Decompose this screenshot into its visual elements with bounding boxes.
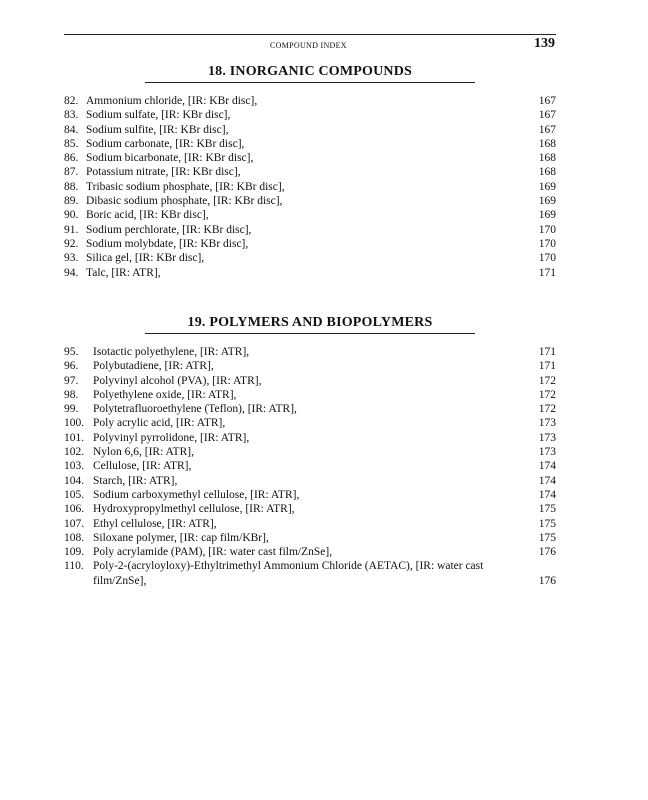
index-entry	[64, 108, 556, 122]
entry-number: 107.	[64, 517, 85, 530]
entry-page: 170	[538, 237, 556, 250]
entry-text: Starch, [IR: ATR],	[93, 474, 178, 487]
index-entry	[64, 94, 556, 108]
entry-number: 92.	[64, 237, 79, 250]
index-entry	[64, 416, 556, 430]
entry-number: 82.	[64, 95, 79, 107]
page-number: 139	[534, 36, 555, 51]
entry-text: Talc, [IR: ATR],	[86, 266, 161, 279]
entry-number: 103.	[64, 460, 85, 473]
entry-text: Sodium carbonate, [IR: KBr disc],	[86, 137, 245, 150]
entry-page: 173	[538, 431, 556, 444]
entry-text: Polyvinyl alcohol (PVA), [IR: ATR],	[93, 374, 262, 387]
entry-page: 172	[538, 388, 556, 401]
entry-page: 174	[538, 460, 556, 473]
entry-page: 173	[538, 446, 556, 459]
entry-page: 170	[538, 252, 556, 265]
entry-text: Hydroxypropylmethyl cellulose, [IR: ATR],	[93, 503, 295, 516]
index-entry	[64, 165, 556, 179]
entry-number: 104.	[64, 474, 85, 487]
entry-page: 172	[538, 374, 556, 387]
entry-page: 171	[538, 360, 556, 373]
entry-text: Potassium nitrate, [IR: KBr disc],	[86, 166, 241, 179]
entry-number: 90.	[64, 209, 79, 222]
index-entry	[64, 251, 556, 265]
entry-text: Polyvinyl pyrrolidone, [IR: ATR],	[93, 431, 250, 444]
entry-text: Isotactic polyethylene, [IR: ATR],	[93, 346, 250, 358]
entry-number: 110.	[64, 560, 84, 573]
entry-number: 102.	[64, 446, 85, 459]
index-entry	[64, 180, 556, 194]
entry-text: Polyethylene oxide, [IR: ATR],	[93, 388, 237, 401]
entry-page: 167	[538, 95, 556, 107]
header-rule	[64, 34, 556, 35]
entry-number: 83.	[64, 109, 79, 122]
section-title-polymers: 19. POLYMERS AND BIOPOLYMERS	[187, 315, 433, 330]
entry-text: Nylon 6,6, [IR: ATR],	[93, 446, 194, 459]
index-entry	[64, 208, 556, 222]
entry-text: Silica gel, [IR: KBr disc],	[86, 252, 205, 265]
entry-text: Ethyl cellulose, [IR: ATR],	[93, 517, 217, 530]
index-entry	[64, 266, 556, 280]
entry-page: 167	[538, 109, 556, 122]
entry-number: 87.	[64, 166, 79, 179]
entry-number: 93.	[64, 252, 79, 265]
entry-text: Ammonium chloride, [IR: KBr disc],	[86, 95, 258, 107]
index-entry	[64, 123, 556, 137]
entry-number: 89.	[64, 195, 79, 208]
entry-page: 174	[538, 488, 556, 501]
entry-text: Sodium sulfite, [IR: KBr disc],	[86, 123, 229, 136]
entry-number: 108.	[64, 531, 85, 544]
index-entry	[64, 488, 556, 502]
entry-page: 169	[538, 180, 556, 193]
entry-number: 100.	[64, 417, 85, 430]
entry-page: 168	[538, 166, 556, 179]
entry-number: 106.	[64, 503, 85, 516]
entry-text: Dibasic sodium phosphate, [IR: KBr disc],	[86, 195, 283, 208]
entry-number: 85.	[64, 137, 79, 150]
index-entry	[64, 459, 556, 473]
index-entry	[64, 474, 556, 488]
entry-text: Polytetrafluoroethylene (Teflon), [IR: ATR],	[93, 403, 297, 416]
index-entry	[64, 431, 556, 445]
entry-number: 88.	[64, 180, 79, 193]
index-entry	[64, 445, 556, 459]
running-head: COMPOUND INDEX	[270, 41, 347, 50]
entry-page: 176	[538, 574, 556, 587]
entry-number: 97.	[64, 374, 79, 387]
index-entry	[64, 194, 556, 208]
entry-number: 94.	[64, 266, 79, 279]
entry-text: Poly acrylamide (PAM), [IR: water cast film/ZnSe],	[93, 546, 333, 559]
entry-text: Poly acrylic acid, [IR: ATR],	[93, 417, 226, 430]
entry-page: 171	[538, 346, 556, 358]
entry-text: Sodium carboxymethyl cellulose, [IR: ATR],	[93, 488, 300, 501]
polymers-entry-list	[64, 345, 556, 588]
section-rule	[145, 82, 475, 83]
index-entry	[64, 402, 556, 416]
entry-page: 173	[538, 417, 556, 430]
index-entry	[64, 137, 556, 151]
entry-page: 174	[538, 474, 556, 487]
index-entry	[64, 388, 556, 402]
index-entry	[64, 374, 556, 388]
entry-number: 101.	[64, 431, 85, 444]
index-entry	[64, 359, 556, 373]
index-entry	[64, 517, 556, 531]
entry-page: 175	[538, 531, 556, 544]
entry-text: Poly-2-(acryloyloxy)-Ethyltrimethyl Ammonium Chloride (AETAC), [IR: water cast film/ZnSe],	[93, 560, 484, 587]
entry-number: 84.	[64, 123, 79, 136]
entry-page: 168	[538, 152, 556, 165]
entry-text: Siloxane polymer, [IR: cap film/KBr],	[93, 531, 269, 544]
entry-page: 176	[538, 546, 556, 559]
entry-page: 175	[538, 517, 556, 530]
entry-page: 172	[538, 403, 556, 416]
entry-number: 109.	[64, 546, 85, 559]
index-entry	[64, 545, 556, 559]
index-entry	[64, 223, 556, 237]
entry-number: 99.	[64, 403, 79, 416]
section-title-inorganic: 18. INORGANIC COMPOUNDS	[207, 64, 413, 79]
entry-number: 95.	[64, 346, 79, 358]
index-entry	[64, 345, 556, 359]
entry-number: 98.	[64, 388, 79, 401]
entry-page: 168	[538, 137, 556, 150]
index-entry	[64, 502, 556, 516]
entry-number: 105.	[64, 488, 85, 501]
index-entry	[64, 559, 556, 588]
inorganic-entry-list	[64, 94, 556, 280]
entry-number: 86.	[64, 152, 79, 165]
entry-page: 169	[538, 195, 556, 208]
entry-page: 167	[538, 123, 556, 136]
entry-number: 91.	[64, 223, 79, 236]
entry-page: 169	[538, 209, 556, 222]
index-entry	[64, 237, 556, 251]
index-entry	[64, 531, 556, 545]
entry-page: 175	[538, 503, 556, 516]
entry-page: 171	[538, 266, 556, 279]
entry-text: Boric acid, [IR: KBr disc],	[86, 209, 209, 222]
section-rule	[145, 333, 475, 334]
entry-text: Cellulose, [IR: ATR],	[93, 460, 192, 473]
entry-text: Sodium perchlorate, [IR: KBr disc],	[86, 223, 252, 236]
entry-number: 96.	[64, 360, 79, 373]
entry-text: Sodium sulfate, [IR: KBr disc],	[86, 109, 231, 122]
entry-text: Sodium molybdate, [IR: KBr disc],	[86, 237, 249, 250]
entry-text: Polybutadiene, [IR: ATR],	[93, 360, 214, 373]
index-entry	[64, 151, 556, 165]
entry-text: Sodium bicarbonate, [IR: KBr disc],	[86, 152, 254, 165]
entry-text: Tribasic sodium phosphate, [IR: KBr disc],	[86, 180, 285, 193]
entry-page: 170	[538, 223, 556, 236]
